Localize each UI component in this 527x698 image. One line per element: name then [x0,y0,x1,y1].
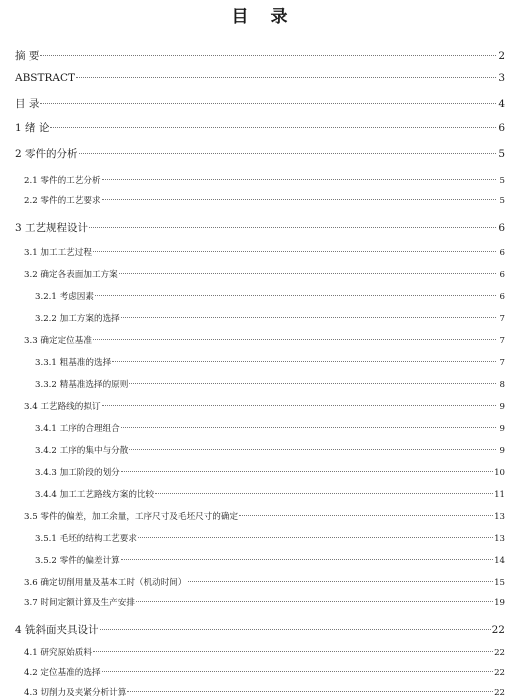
dot-leader [112,361,496,362]
toc-entry-page-number: 10 [494,468,505,478]
dot-leader [119,273,496,274]
toc-entry-page-number: 6 [499,292,505,302]
toc-entry-page-number: 22 [494,688,505,698]
toc-entry-page-number: 5 [499,176,505,186]
dot-leader [40,103,496,104]
toc-entry-label: 4 铣斜面夹具设计 [15,624,99,636]
toc-entry-page-number: 9 [499,402,505,412]
dot-leader [100,629,491,630]
toc-entry-page-number: 13 [494,512,505,522]
toc-entry-label: 目 录 [15,98,40,110]
toc-entry[interactable] [35,312,505,324]
toc-entry[interactable] [24,334,505,346]
toc-entry-label: 2.2 零件的工艺要求 [24,196,101,206]
toc-entry[interactable] [24,246,505,258]
dot-leader [93,251,496,252]
dot-leader [121,559,493,560]
toc-entry-label: 3.7 时间定额计算及生产安排 [24,598,135,608]
toc-entry-label: 3.4.3 加工阶段的划分 [35,468,120,478]
toc-entry-page-number: 9 [499,424,505,434]
dot-leader [93,339,496,340]
toc-entry[interactable] [24,400,505,412]
toc-entry-page-number: 22 [494,648,505,658]
toc-entry[interactable] [35,444,505,456]
toc-entry[interactable] [15,48,505,63]
toc-entry[interactable] [15,96,505,111]
dot-leader [40,55,496,56]
dot-leader [102,671,494,672]
toc-entry-label: 3.5.1 毛坯的结构工艺要求 [35,534,137,544]
toc-entry-label: 4.3 切削力及夹紧分析计算 [24,688,127,698]
toc-entry[interactable] [35,554,505,566]
toc-entry-page-number: 6 [498,222,505,234]
toc-entry-label: 3.4 工艺路线的拟订 [24,402,101,412]
toc-entry-page-number: 2 [498,50,505,62]
toc-entry-label: 3.3.2 精基准选择的原则 [35,380,129,390]
dot-leader [79,153,496,154]
dot-leader [95,295,496,296]
toc-entry-label: 3 工艺规程设计 [15,222,89,234]
toc-entry-page-number: 6 [499,248,505,258]
toc-entry-page-number: 8 [499,380,505,390]
toc-entry[interactable] [15,622,505,637]
dot-leader [239,515,493,516]
toc-entry-label: 3.4.4 加工工艺路线方案的比较 [35,490,155,500]
dot-leader [121,471,493,472]
toc-entry-page-number: 6 [498,122,505,134]
toc-title: 目 录 [231,7,296,27]
toc-entry-page-number: 15 [494,578,505,588]
toc-entry-page-number: 4 [498,98,505,110]
toc-entry-page-number: 11 [494,490,505,500]
toc-entry-page-number: 22 [494,668,505,678]
dot-leader [102,199,496,200]
toc-entry-label: 3.2.2 加工方案的选择 [35,314,120,324]
toc-entry-page-number: 22 [491,624,505,636]
dot-leader [121,317,496,318]
toc-entry-page-number: 6 [499,270,505,280]
toc-entry-label: 2.1 零件的工艺分析 [24,176,101,186]
toc-entry[interactable] [24,596,505,608]
toc-entry-page-number: 7 [499,358,505,368]
toc-entry-label: 3.4.1 工序的合理组合 [35,424,120,434]
dot-leader [50,127,496,128]
dot-leader [102,179,496,180]
dot-leader [127,691,493,692]
toc-entry[interactable] [35,290,505,302]
toc-entry-label: 3.6 确定切削用量及基本工时（机动时间） [24,578,187,588]
toc-entry-label: 3.5.2 零件的偏差计算 [35,556,120,566]
toc-entry[interactable] [15,72,505,84]
toc-entry-label: 3.2 确定各表面加工方案 [24,270,118,280]
toc-entry[interactable] [35,532,505,544]
toc-entry[interactable] [35,378,505,390]
dot-leader [129,383,496,384]
toc-entry-label: 摘 要 [15,50,40,62]
toc-entry[interactable] [24,510,505,522]
toc-entry-label: ABSTRACT [15,72,76,84]
toc-entry-label: 4.2 定位基准的选择 [24,668,101,678]
toc-entry[interactable] [35,422,505,434]
dot-leader [76,77,496,78]
toc-entry-page-number: 13 [494,534,505,544]
dot-leader [136,601,493,602]
toc-entry-page-number: 5 [498,148,505,160]
toc-entry[interactable] [24,646,505,658]
toc-entry-label: 3.2.1 考虑因素 [35,292,94,302]
toc-entry[interactable] [24,686,505,698]
dot-leader [102,405,496,406]
toc-entry[interactable] [35,356,505,368]
toc-entry[interactable] [24,174,505,186]
toc-entry-label: 1 绪 论 [15,122,50,134]
dot-leader [89,227,496,228]
dot-leader [138,537,493,538]
toc-entry-page-number: 9 [499,446,505,456]
toc-entry-label: 3.1 加工工艺过程 [24,248,92,258]
dot-leader [188,581,494,582]
toc-entry[interactable] [24,194,505,206]
toc-entry-label: 3.3.1 粗基准的选择 [35,358,112,368]
toc-entry[interactable] [15,146,505,161]
toc-entry[interactable] [24,576,505,588]
toc-entry-label: 3.3 确定定位基准 [24,336,92,346]
dot-leader [93,651,493,652]
toc-entry-page-number: 19 [494,598,505,608]
dot-leader [129,449,496,450]
toc-entry-label: 3.4.2 工序的集中与分散 [35,446,129,456]
toc-entry-page-number: 3 [498,72,505,84]
toc-entry-page-number: 5 [499,196,505,206]
toc-entry-label: 4.1 研究原始质料 [24,648,92,658]
dot-leader [121,427,496,428]
toc-entry[interactable] [15,220,505,235]
toc-entry-page-number: 7 [499,336,505,346]
toc-entry-page-number: 7 [499,314,505,324]
toc-entry-page-number: 14 [494,556,505,566]
toc-entry[interactable] [24,666,505,678]
toc-entry[interactable] [35,488,505,500]
toc-entry[interactable] [15,120,505,135]
toc-entry[interactable] [24,268,505,280]
toc-entry-label: 2 零件的分析 [15,148,78,160]
dot-leader [155,493,493,494]
toc-entry[interactable] [35,466,505,478]
toc-entry-label: 3.5 零件的偏差，加工余量，工序尺寸及毛坯尺寸的确定 [24,512,239,522]
